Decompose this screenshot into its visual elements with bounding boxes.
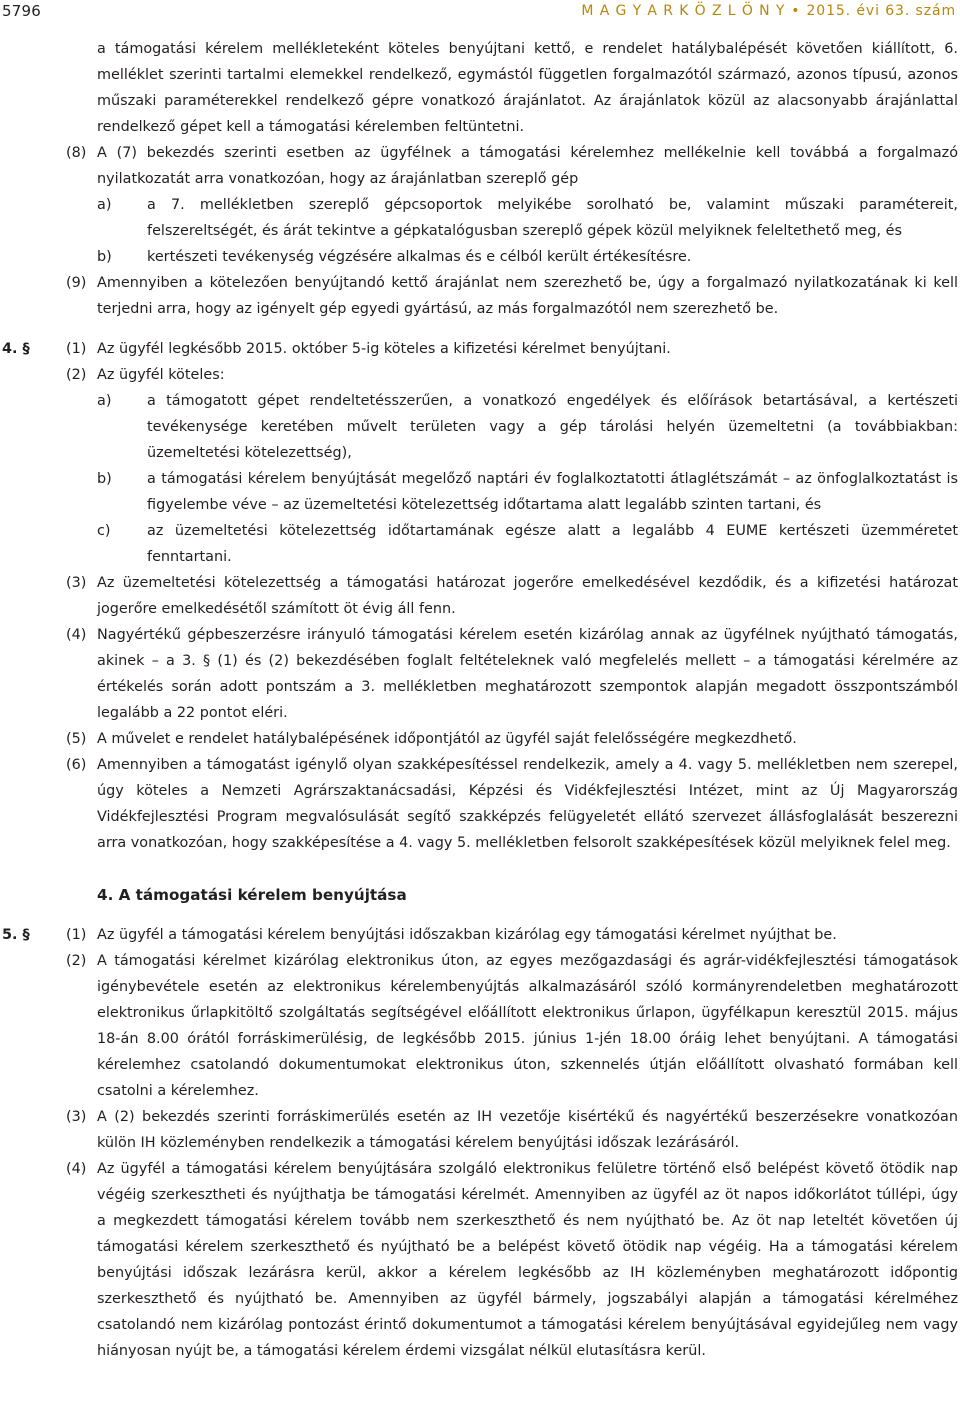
paragraph-text: A támogatási kérelmet kizárólag elektronikus úton, az egyes mezőgazdasági és agrár-vidékfejlesztési támogatások igénybevétele esetén az elektronikus kérelembenyújtás alkalmazásáról szóló kormányrendeletben meghatározott elektronikus űrlapkitöltő szolgáltatás segítségével előállított elektronikus űrlapon, ügyfélkapun keresztül 2015. május 18-án 8.00 órától forráskimerülésig, de legkésőbb 2015. június 1-jén 18.00 óráig lehet benyújtani. A támogatási kérelemhez csatolandó dokumentumokat elektronikus úton, szkennelés útján előállított olvasható formában kell csatolni a kérelemhez. bbox=[97, 953, 958, 1099]
paragraph-text: Amennyiben a támogatást igénylő olyan szakképesítéssel rendelkezik, amely a 4. vagy 5. mellékletben nem szerepel, úgy köteles a Nemzeti Agrárszaktanácsadási, Képzési és Vidékfejlesztési Intézet, mint az Új Magyarország Vidékfejlesztési Program megvalósulását segítő szakképzés felügyeletét ellátó szervezet állásfoglalását beszerezni arra vonatkozóan, hogy szakképesítése a 4. vagy 5. mellékletben felsorolt szakképesítések közül melyiknek felel meg. bbox=[97, 757, 958, 851]
paragraph-text: Az ügyfél a támogatási kérelem benyújtási időszakban kizárólag egy támogatási kérelmet nyújthat be. bbox=[97, 927, 837, 943]
section-number: 5. § bbox=[2, 927, 30, 943]
s5-paragraph-3 bbox=[0, 1104, 960, 1156]
journal-name: M A G Y A R K Ö Z L Ö N Y bbox=[581, 3, 786, 19]
item-8a bbox=[0, 192, 960, 244]
separator-dot: • bbox=[791, 3, 801, 19]
paragraph-text: Az üzemeltetési kötelezettség a támogatási határozat jogerőre emelkedésével kezdődik, és a kifizetési határozat jogerőre emelkedésétől számított öt évig áll fenn. bbox=[97, 575, 958, 617]
paragraph-number: (1) bbox=[66, 927, 87, 943]
paragraph-number: (1) bbox=[66, 341, 87, 357]
paragraph-number: (2) bbox=[66, 367, 87, 383]
paragraph-text: Az ügyfél köteles: bbox=[97, 367, 225, 383]
item-4-2b bbox=[0, 466, 960, 518]
paragraph-text: Az ügyfél a támogatási kérelem benyújtására szolgáló elektronikus felületre történő első belépést követő ötödik nap végéig szerkesztheti és nyújthatja be támogatási kérelmét. Amennyiben az ügyfél az öt napos időkorlátot túllépi, úgy a megkezdett támogatási kérelem tovább nem szerkeszthető és nem nyújtható be. Az öt nap leteltét követően új támogatási kérelem szerkeszthető és nyújtható be a belépést követő ötödik nap végéig. Ha a támogatási kérelem benyújtási időszak lezárásra kerül, akkor a kérelem legkésőbb az IH közleményben meghatározott időpontig szerkeszthető és nyújtható be. Amennyiben az ügyfél bármely, jogszabályi alapján a támogatási kérelméhez csatolandó nem kizárólag pontozást érintő dokumentumot a támogatási kérelem benyújtásával egyidejűleg nem vagy hiányosan nyújt be, a támogatási kérelem érdemi vizsgálat nélkül elutasításra kerül. bbox=[97, 1161, 958, 1359]
item-text: kertészeti tevékenység végzésére alkalmas és e célból került értékesítésre. bbox=[147, 249, 692, 265]
s5-paragraph-1 bbox=[0, 922, 960, 948]
paragraph-9 bbox=[0, 270, 960, 322]
s4-paragraph-2 bbox=[0, 362, 960, 388]
s5-paragraph-4 bbox=[0, 1156, 960, 1364]
chapter-heading: 4. A támogatási kérelem benyújtása bbox=[97, 886, 407, 904]
item-letter: a) bbox=[97, 393, 112, 409]
paragraph-text: A művelet e rendelet hatálybalépésének időpontjától az ügyfél saját felelősségére megkezdhető. bbox=[97, 731, 797, 747]
item-text: a 7. mellékletben szereplő gépcsoportok melyikébe sorolható be, valamint műszaki paramétereit, felszereltségét, és árát tekintve a gépkatalógusban szereplő gépek közül melyiknek feleltethető meg, és bbox=[147, 197, 958, 239]
item-8b bbox=[0, 244, 960, 270]
item-letter: a) bbox=[97, 197, 112, 213]
paragraph-number: (5) bbox=[66, 731, 87, 747]
paragraph-7-continuation: a támogatási kérelem mellékleteként köteles benyújtani kettő, e rendelet hatálybalépését követően kiállított, 6. melléklet szerinti tartalmi elemekkel rendelkező, egymástól független forgalmazótól származó, azonos típusú, azonos műszaki paraméterekkel rendelkező gépre vonatkozó árajánlatot. Az árajánlatok közül az alacsonyabb árajánlattal rendelkező gépet kell a támogatási kérelemben feltüntetni. bbox=[97, 41, 958, 135]
paragraph-number: (8) bbox=[66, 145, 87, 161]
item-letter: b) bbox=[97, 471, 112, 487]
issue-label: 2015. évi 63. szám bbox=[806, 3, 956, 19]
s4-paragraph-6 bbox=[0, 752, 960, 856]
paragraph-8 bbox=[0, 140, 960, 192]
paragraph-text: Nagyértékű gépbeszerzésre irányuló támogatási kérelem esetén kizárólag annak az ügyfélnek nyújtható támogatás, akinek – a 3. § (1) és (2) bekezdésében foglalt feltételeknek való megfelelés mellett – a támogatási kérelmére az értékelés során adott pontszám a 3. mellékletben meghatározott szempontok alapján megadott összpontszámból legalább a 22 pontot eléri. bbox=[97, 627, 958, 721]
paragraph-number: (3) bbox=[66, 575, 87, 591]
item-letter: c) bbox=[97, 523, 111, 539]
page-number: 5796 bbox=[2, 2, 41, 20]
paragraph-number: (4) bbox=[66, 1161, 87, 1177]
item-text: az üzemeltetési kötelezettség időtartamának egésze alatt a legalább 4 EUME kertészeti üzemméretet fenntartani. bbox=[147, 523, 958, 565]
s4-paragraph-4 bbox=[0, 622, 960, 726]
item-text: a támogatott gépet rendeltetésszerűen, a vonatkozó engedélyek és előírások betartásával, a kertészeti tevékenysége keretében művelt területen vagy a gép tárolási helyén üzemeltetni (a továbbiakban: üzemeltetési kötelezettség), bbox=[147, 393, 958, 461]
item-4-2c bbox=[0, 518, 960, 570]
document-body bbox=[0, 36, 960, 1364]
section-number: 4. § bbox=[2, 341, 30, 357]
section-4 bbox=[0, 336, 960, 856]
paragraph-number: (4) bbox=[66, 627, 87, 643]
s4-paragraph-1 bbox=[0, 336, 960, 362]
paragraph-text: Amennyiben a kötelezően benyújtandó kettő árajánlat nem szerezhető be, úgy a forgalmazó nyilatkozatának ki kell terjedni arra, hogy az igényelt gép egyedi gyártású, az más forgalmazótól nem szerezhető be. bbox=[97, 275, 958, 317]
s4-paragraph-5 bbox=[0, 726, 960, 752]
item-text: a támogatási kérelem benyújtását megelőző naptári év foglalkoztatotti átlaglétszámát – az önfoglalkoztatást is figyelembe véve – az üzemeltetési kötelezettség időtartama alatt legalább szinten tartani, és bbox=[147, 471, 958, 513]
section-5 bbox=[0, 922, 960, 1364]
paragraph-number: (9) bbox=[66, 275, 87, 291]
paragraph-text: A (7) bekezdés szerinti esetben az ügyfélnek a támogatási kérelemhez mellékelnie kell továbbá a forgalmazó nyilatkozatát arra vonatkozóan, hogy az árajánlatban szereplő gép bbox=[97, 145, 958, 187]
s4-paragraph-3 bbox=[0, 570, 960, 622]
s5-paragraph-2 bbox=[0, 948, 960, 1104]
paragraph-text: Az ügyfél legkésőbb 2015. október 5-ig köteles a kifizetési kérelmet benyújtani. bbox=[97, 341, 671, 357]
paragraph-number: (2) bbox=[66, 953, 87, 969]
paragraph-number: (6) bbox=[66, 757, 87, 773]
page-header bbox=[0, 0, 960, 22]
paragraph-text: A (2) bekezdés szerinti forráskimerülés esetén az IH vezetője kisértékű és nagyértékű beszerzésekre vonatkozóan külön IH közleményben rendelkezik a támogatási kérelem benyújtási időszak lezárásáról. bbox=[97, 1109, 958, 1151]
item-4-2a bbox=[0, 388, 960, 466]
paragraph-number: (3) bbox=[66, 1109, 87, 1125]
item-letter: b) bbox=[97, 249, 112, 265]
journal-title bbox=[581, 0, 956, 24]
